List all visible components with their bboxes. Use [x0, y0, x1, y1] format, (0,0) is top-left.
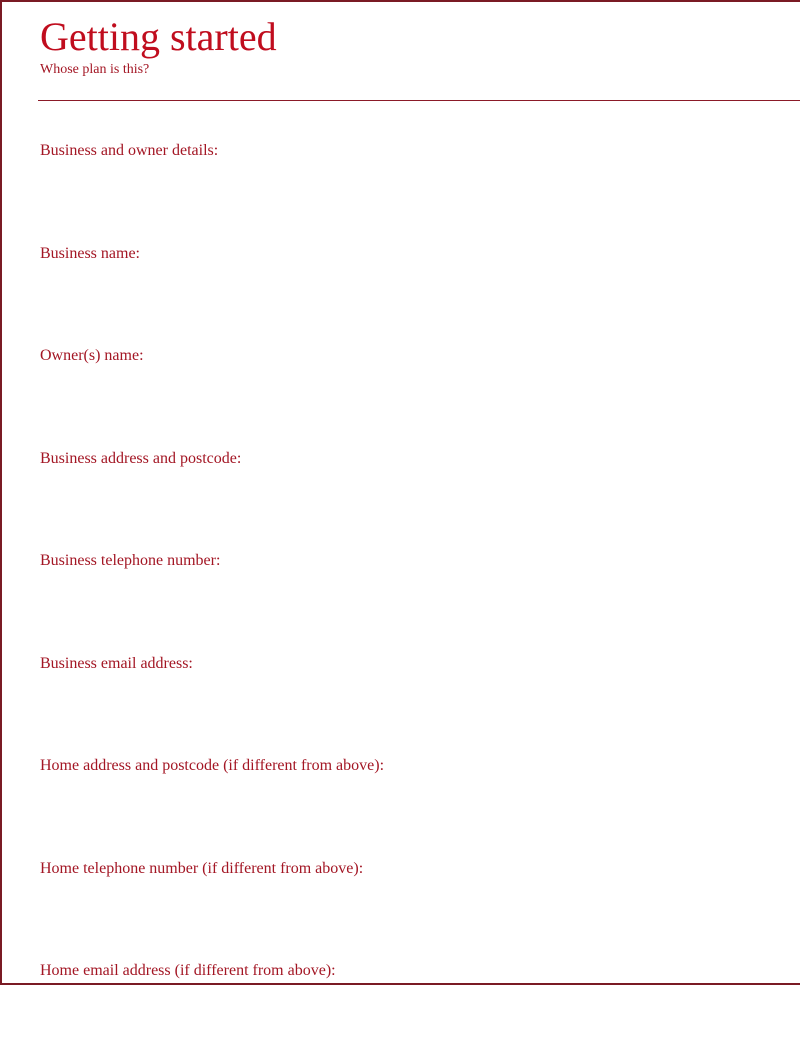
- field-label: Home email address (if different from above):: [40, 962, 336, 979]
- field-business-owner-details: [40, 141, 780, 244]
- field-label: Owner(s) name:: [40, 347, 144, 364]
- field-label: Business address and postcode:: [40, 449, 242, 467]
- field-label: Home telephone number (if different from above):: [40, 859, 364, 877]
- form-field-list: [40, 141, 780, 1064]
- page-title: Getting started: [40, 14, 277, 59]
- field-label: Business telephone number:: [40, 552, 221, 569]
- field-business-address: [40, 449, 780, 552]
- header-divider: [38, 100, 800, 101]
- field-home-email: [40, 961, 780, 1064]
- page-subtitle: Whose plan is this?: [40, 62, 150, 77]
- field-business-email: [40, 654, 780, 757]
- field-home-address: [40, 756, 780, 859]
- field-label: Business name:: [40, 244, 140, 262]
- field-label: Business email address:: [40, 654, 193, 672]
- field-home-telephone: [40, 859, 780, 962]
- field-owner-name: [40, 346, 780, 449]
- field-label: Business and owner details:: [40, 142, 219, 159]
- field-business-name: [40, 244, 780, 347]
- field-business-telephone: [40, 551, 780, 654]
- field-label: Home address and postcode (if different from above):: [40, 757, 385, 774]
